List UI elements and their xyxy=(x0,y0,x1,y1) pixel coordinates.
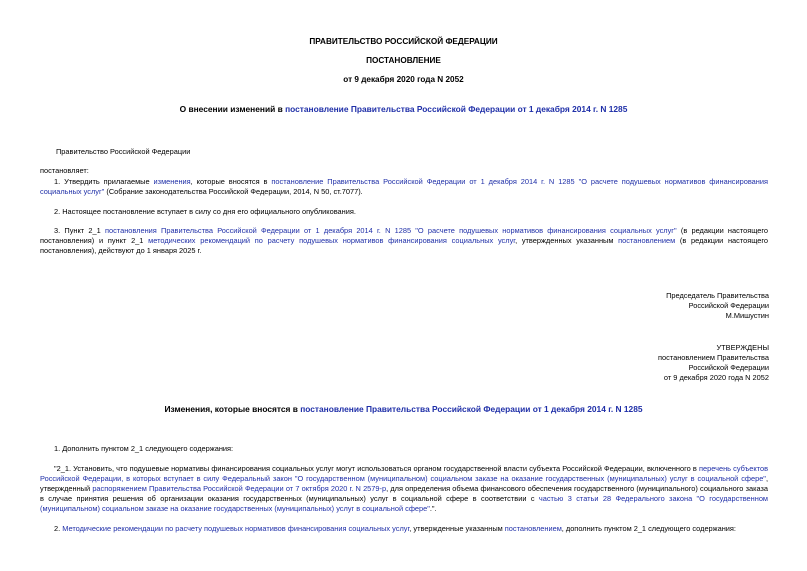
change-item-1: 1. Дополнить пунктом 2_1 следующего содержания: xyxy=(54,444,234,453)
government-line: Правительство Российской Федерации xyxy=(56,147,191,156)
approval-date: от 9 декабря 2020 года N 2052 xyxy=(663,373,769,382)
resolution-1285-link[interactable]: постановление Правительства Российской Федерации от 1 декабря 2014 г. N 1285 "О расчете подушевых нормативов финансирования социальных услуг" xyxy=(40,177,768,196)
approval-block xyxy=(658,343,769,383)
approval-by: постановлением Правительства xyxy=(658,353,769,362)
method-recommendations-link[interactable]: методических рекомендаций по расчету подушевых нормативов финансирования социальных услуг xyxy=(148,236,516,245)
document-title xyxy=(0,104,807,114)
subjects-list-link[interactable]: перечень субъектов Российской Федерации, в которых вступает в силу Федеральный закон "О государственном (муниципальном) социальном заказе на оказание государственных (муниципальных) услуг в социальной сфере" xyxy=(40,464,768,483)
org-heading: ПРАВИТЕЛЬСТВО РОССИЙСКОЙ ФЕДЕРАЦИИ xyxy=(309,37,498,46)
change-item-2: 2. Методические рекомендации по расчету подушевых нормативов финансирования социальных услуг, утвержденные указанным постановлением, дополнить пунктом 2_1 следующего содержания: xyxy=(54,524,736,533)
signature-country: Российской Федерации xyxy=(688,301,769,310)
changes-title-link[interactable]: постановление Правительства Российской Федерации от 1 декабря 2014 г. N 1285 xyxy=(300,404,643,414)
resolution-1285-link-2[interactable]: постановления Правительства Российской Федерации от 1 декабря 2014 г. N 1285 "О расчете подушевых нормативов финансирования социальных услуг" xyxy=(104,226,677,235)
resolution-link-2[interactable]: постановлением xyxy=(504,524,562,533)
approval-title: УТВЕРЖДЕНЫ xyxy=(716,343,769,352)
paragraph-2: 2. Настоящее постановление вступает в силу со дня его официального опубликования. xyxy=(54,207,356,216)
title-link[interactable]: постановление Правительства Российской Федерации от 1 декабря 2014 г. N 1285 xyxy=(285,104,628,114)
paragraph-3: 3. Пункт 2_1 постановления Правительства Российской Федерации от 1 декабря 2014 г. N 1285 "О расчете подушевых нормативов финансирования социальных услуг" (в редакции настоящего постановления) и пункт 2_1 методических рекомендаций по расчету подушевых нормативов финансирования социальных услуг, утвержденных указанным постановлением (в редакции настоящего постановления), действуют до 1 января 2025 г. xyxy=(40,226,769,255)
signature-block xyxy=(666,291,769,321)
doc-type-heading: ПОСТАНОВЛЕНИЕ xyxy=(366,56,441,65)
doc-date-number: от 9 декабря 2020 года N 2052 xyxy=(343,75,464,84)
resolution-link[interactable]: постановлением xyxy=(618,236,676,245)
method-recommendations-link-2[interactable]: Методические рекомендации по расчету подушевых нормативов финансирования социальных услуг xyxy=(62,524,410,533)
changes-link[interactable]: изменения xyxy=(153,177,191,186)
decides-line: постановляет: xyxy=(40,166,89,175)
federal-law-article-link[interactable]: частью 3 статьи 28 Федерального закона "О государственном (муниципальном) социальном заказе на оказание государственных (муниципальных) услуг в социальной сфере" xyxy=(40,494,769,513)
title-prefix: О внесении изменений в xyxy=(179,104,286,114)
quote-paragraph: "2_1. Установить, что подушевые нормативы финансирования социальных услуг могут использоваться органом государственной власти субъекта Российской Федерации, включенного в перечень субъектов Российской Федерации, в которых вступает в силу Федеральный закон "О государственном (муниципальном) социальном заказе на оказание государственных (муниципальных) услуг в социальной сфере", утвержденный распоряжением Правительства Российской Федерации от 7 октября 2020 г. N 2579-р, для определения объема финансового обеспечения государственного (муниципального) социального заказа в случае принятия решения об организации оказания государственных (муниципальных) услуг в социальной сфере в соответствии с частью 3 статьи 28 Федерального закона "О государственном (муниципальном) социальном заказе на оказание государственных (муниципальных) услуг в социальной сфере".". xyxy=(40,464,769,513)
paragraph-1: 1. Утвердить прилагаемые изменения, которые вносятся в постановление Правительства Российской Федерации от 1 декабря 2014 г. N 1285 "О расчете подушевых нормативов финансирования социальных услуг" (Собрание законодательства Российской Федерации, 2014, N 50, ст.7077). xyxy=(40,177,768,196)
changes-title: Изменения, которые вносятся в постановление Правительства Российской Федерации от 1 декабря 2014 г. N 1285 xyxy=(164,404,643,414)
signature-position: Председатель Правительства xyxy=(666,291,769,300)
approval-country: Российской Федерации xyxy=(688,363,769,372)
order-2579-link[interactable]: распоряжением Правительства Российской Федерации от 7 октября 2020 г. N 2579-р xyxy=(92,484,387,493)
signature-name: М.Мишустин xyxy=(725,311,769,320)
